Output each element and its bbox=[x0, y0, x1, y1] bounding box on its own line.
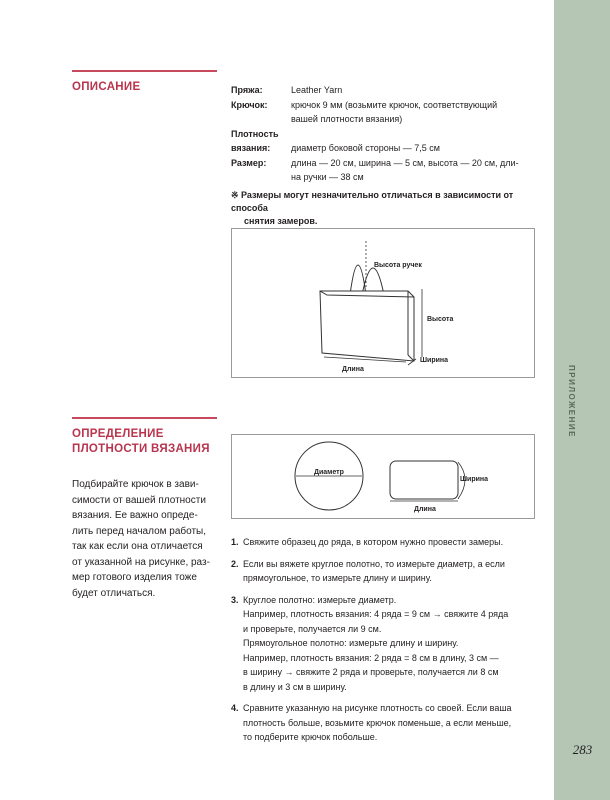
gauge-title-line: ПЛОТНОСТИ ВЯЗАНИЯ bbox=[72, 443, 210, 455]
spec-row-gauge-a bbox=[231, 127, 541, 142]
spec-key: вязания: bbox=[231, 143, 271, 153]
height-label: Высота bbox=[427, 316, 454, 323]
step-4 bbox=[231, 701, 541, 745]
step-text bbox=[243, 593, 541, 695]
description-title-rule bbox=[72, 70, 217, 72]
page-number: 283 bbox=[572, 742, 593, 757]
bag-body bbox=[320, 291, 414, 361]
step-line: Например, плотность вязания: 2 ряда = 8 см в длину, 3 см — bbox=[243, 652, 499, 663]
step-line: Круглое полотно: измерьте диаметр. bbox=[243, 594, 397, 605]
gauge-diagram bbox=[231, 434, 535, 519]
spec-value-line: крючок 9 мм (возьмите крючок, соответствующий bbox=[291, 99, 498, 110]
gauge-title bbox=[72, 427, 210, 457]
spec-value bbox=[291, 127, 541, 142]
diameter-label: Диаметр bbox=[314, 469, 344, 476]
step-2 bbox=[231, 557, 541, 586]
measurement-note bbox=[231, 189, 541, 228]
step-line: то подберите крючок побольше. bbox=[243, 732, 378, 742]
spec-value bbox=[291, 141, 541, 156]
intro-line: будет отличаться. bbox=[72, 587, 156, 599]
spec-row-yarn bbox=[231, 83, 541, 98]
spec-row-size bbox=[231, 156, 541, 185]
spec-key: Пряжа: bbox=[231, 85, 263, 95]
step-line: в ширину → свяжите 2 ряда и проверьте, получается ли 8 см bbox=[243, 667, 499, 677]
step-line: плотность больше, возьмите крючок поменьше, а если меньше, bbox=[243, 717, 512, 728]
step-number: 2. bbox=[231, 558, 239, 569]
gauge-title-line: ОПРЕДЕЛЕНИЕ bbox=[72, 428, 164, 440]
step-line: Если вы вяжете круглое полотно, то измерьте диаметр, а если bbox=[243, 558, 505, 569]
bag-diagram bbox=[231, 228, 535, 378]
spec-row-gauge-b bbox=[231, 141, 541, 156]
sidebar-label: ПРИЛОЖЕНИЕ bbox=[567, 365, 576, 438]
intro-line: вязания. Ее важно опреде- bbox=[72, 510, 198, 521]
spec-key: Крючок: bbox=[231, 99, 268, 110]
step-1 bbox=[231, 535, 541, 550]
gauge-title-rule bbox=[72, 417, 217, 419]
step-line: Например, плотность вязания: 4 ряда = 9 см → свяжите 4 ряда bbox=[243, 609, 509, 619]
intro-line: от указанной на рисунке, раз- bbox=[72, 556, 210, 568]
rect-swatch bbox=[390, 461, 458, 499]
spec-key: Плотность bbox=[231, 128, 279, 139]
step-text bbox=[243, 557, 541, 586]
gauge-intro-text bbox=[72, 477, 220, 601]
intro-line: так как если она отличается bbox=[72, 541, 203, 552]
intro-line: мер готового изделия тоже bbox=[72, 572, 197, 583]
step-line: Прямоугольное полотно: измерьте длину и ширину. bbox=[243, 638, 459, 648]
step-text bbox=[243, 535, 541, 550]
spec-value bbox=[291, 156, 541, 185]
spec-value-line: вашей плотности вязания) bbox=[291, 114, 403, 124]
handle-height-label: Высота ручек bbox=[374, 262, 422, 269]
spec-value bbox=[291, 98, 541, 127]
gauge-steps bbox=[231, 535, 541, 752]
spec-value bbox=[291, 83, 541, 98]
specs-list bbox=[231, 83, 541, 185]
spec-value-line: на ручки — 38 см bbox=[291, 172, 364, 182]
step-line: в длину и 3 см в ширину. bbox=[243, 681, 347, 692]
spec-value-line: длина — 20 см, ширина — 5 см, высота — 20 см, дли- bbox=[291, 157, 519, 168]
intro-line: лить перед началом работы, bbox=[72, 525, 207, 537]
step-line: Сравните указанную на рисунке плотность со своей. Если ваша bbox=[243, 703, 512, 713]
step-text bbox=[243, 701, 541, 745]
spec-value-line: диаметр боковой стороны — 7,5 см bbox=[291, 143, 440, 153]
width-label: Ширина bbox=[460, 476, 489, 483]
length-label: Длина bbox=[414, 506, 436, 513]
step-3 bbox=[231, 593, 541, 695]
length-label: Длина bbox=[342, 366, 364, 373]
note-line: ※ Размеры могут незначительно отличаться в зависимости от способа bbox=[231, 190, 514, 213]
step-number: 1. bbox=[231, 537, 239, 547]
step-line: и проверьте, получается ли 9 см. bbox=[243, 623, 382, 634]
gauge-diagram-svg bbox=[232, 435, 534, 518]
width-label: Ширина bbox=[420, 357, 449, 364]
step-number: 4. bbox=[231, 703, 239, 713]
bag-diagram-svg bbox=[232, 229, 534, 377]
intro-line: симости от вашей плотности bbox=[72, 494, 206, 506]
step-number: 3. bbox=[231, 594, 239, 605]
spec-value-line: Leather Yarn bbox=[291, 85, 343, 95]
step-line: прямоугольное, то измерьте длину и ширину. bbox=[243, 573, 432, 583]
spec-row-hook bbox=[231, 98, 541, 127]
intro-line: Подбирайте крючок в зави- bbox=[72, 479, 199, 490]
step-line: Свяжите образец до ряда, в котором нужно провести замеры. bbox=[243, 537, 504, 547]
description-title: ОПИСАНИЕ bbox=[72, 81, 141, 93]
spec-key: Размер: bbox=[231, 157, 267, 168]
note-line: снятия замеров. bbox=[244, 216, 318, 226]
